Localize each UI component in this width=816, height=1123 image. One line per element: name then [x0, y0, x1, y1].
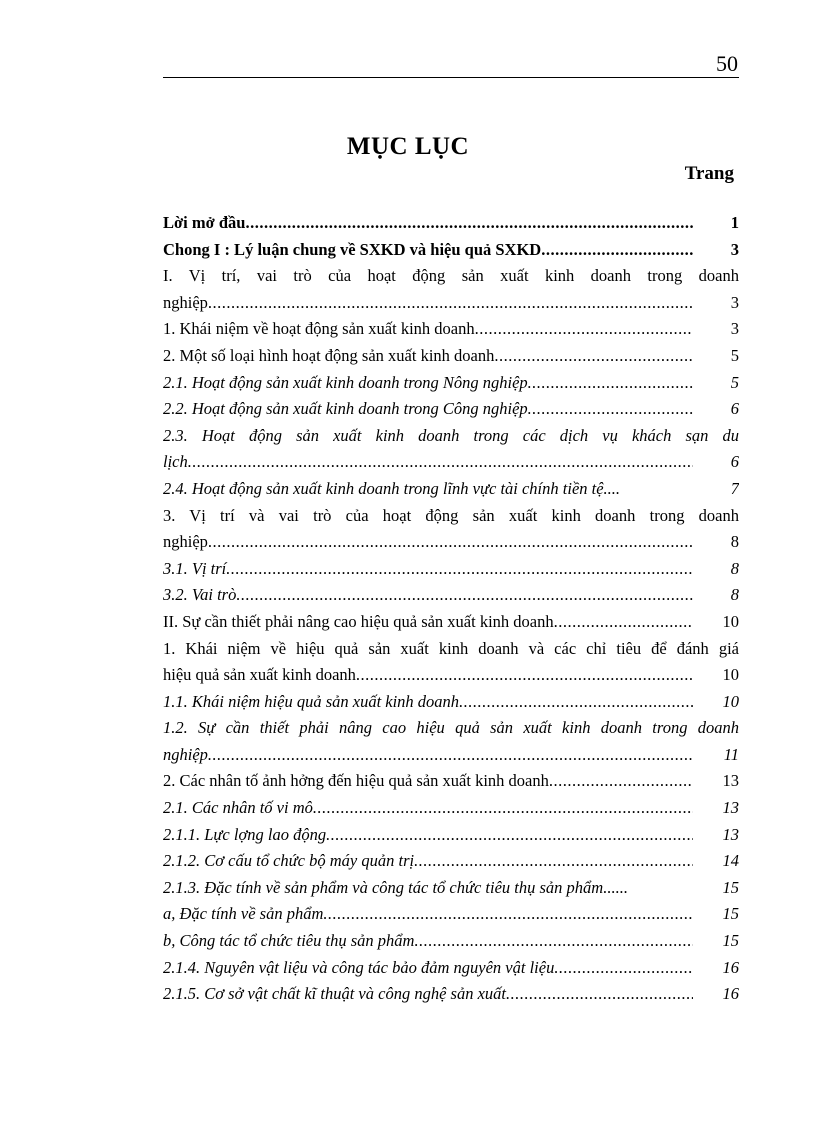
dot-leader — [541, 237, 693, 264]
toc-entry-page: 13 — [722, 798, 739, 818]
toc-entry[interactable] — [163, 901, 739, 928]
dot-leader — [323, 901, 693, 928]
page-column-label: Trang — [684, 163, 734, 184]
header-rule — [163, 77, 739, 78]
toc-entry-page: 3 — [730, 319, 739, 339]
dot-leader — [326, 822, 693, 849]
dot-leader — [245, 210, 693, 237]
toc-entry-page: 10 — [722, 665, 739, 685]
dot-leader — [208, 290, 693, 317]
toc-entry-page: 15 — [722, 931, 739, 951]
dot-leader — [414, 928, 693, 955]
toc-entry-page: 8 — [730, 558, 739, 578]
toc-entry-page: 6 — [730, 399, 739, 419]
toc-entry-page: 1 — [730, 213, 739, 232]
toc-entry[interactable] — [163, 822, 739, 849]
toc-entry[interactable] — [163, 768, 739, 795]
toc-entry-text: Lời mở đầu — [163, 213, 246, 232]
toc-entry-text: nghiệp — [163, 532, 208, 552]
dot-leader — [236, 582, 693, 609]
toc-entry[interactable] — [163, 476, 739, 503]
dot-leader — [554, 609, 693, 636]
table-of-contents — [163, 210, 739, 1008]
toc-entry-text: hiệu quả sản xuất kinh doanh — [163, 665, 356, 685]
toc-entry[interactable] — [163, 636, 739, 689]
toc-entry[interactable] — [163, 715, 739, 768]
toc-entry[interactable] — [163, 981, 739, 1008]
toc-entry-page: 13 — [722, 824, 739, 844]
toc-entry-lead: 2.3. Hoạt động sản xuất kinh doanh trong các dịch vụ khách sạn du — [163, 425, 739, 445]
toc-entry-lead: I. Vị trí, vai trò của hoạt động sản xuất kinh doanh trong doanh — [163, 266, 739, 286]
toc-entry-text: nghiệp — [163, 744, 208, 764]
toc-entry-page: 3 — [730, 292, 739, 312]
toc-entry-text: 1.1. Khái niệm hiệu quả sản xuất kinh doanh — [163, 691, 460, 711]
toc-entry[interactable] — [163, 955, 739, 982]
toc-entry[interactable] — [163, 582, 739, 609]
dot-leader — [208, 742, 693, 769]
toc-entry-page: 5 — [730, 372, 739, 392]
toc-entry-text: b, Công tác tổ chức tiêu thụ sản phẩm — [163, 931, 415, 951]
toc-entry-text: Chong I : Lý luận chung về SXKD và hiệu quả SXKD — [163, 239, 542, 259]
toc-entry[interactable] — [163, 875, 739, 902]
dot-leader — [506, 981, 693, 1008]
toc-entry-page: 7 — [730, 478, 739, 498]
dot-leader — [528, 396, 693, 423]
toc-entry[interactable] — [163, 263, 739, 316]
dot-leader — [226, 556, 693, 583]
dot-leader — [414, 848, 693, 875]
toc-entry-text: 2.1.3. Đặc tính về sản phẩm và công tác tổ chức tiêu thụ sản phẩm...... — [163, 877, 628, 897]
toc-entry[interactable] — [163, 343, 739, 370]
toc-entry[interactable] — [163, 316, 739, 343]
dot-leader — [549, 768, 693, 795]
toc-entry[interactable] — [163, 928, 739, 955]
toc-entry-text: 2.1.4. Nguyên vật liệu và công tác bảo đảm nguyên vật liệu — [163, 957, 555, 977]
dot-leader — [459, 689, 693, 716]
toc-entry-page: 5 — [730, 345, 739, 365]
toc-entry[interactable] — [163, 210, 739, 237]
page-title: MỤC LỤC — [346, 133, 470, 160]
toc-entry[interactable] — [163, 423, 739, 476]
toc-entry-page: 15 — [722, 904, 739, 924]
toc-entry-text: 2. Một số loại hình hoạt động sản xuất kinh doanh — [163, 345, 495, 365]
toc-entry[interactable] — [163, 609, 739, 636]
toc-entry-text: II. Sự cần thiết phải nâng cao hiệu quả sản xuất kinh doanh — [163, 611, 554, 631]
page-number: 50 — [716, 51, 738, 76]
dot-leader — [356, 662, 693, 689]
dot-leader — [313, 795, 693, 822]
toc-entry-page: 10 — [722, 611, 739, 631]
dot-leader — [494, 343, 693, 370]
toc-entry-page: 6 — [730, 452, 739, 472]
toc-entry-page: 8 — [730, 585, 739, 605]
toc-entry-lead: 3. Vị trí và vai trò của hoạt động sản xuất kinh doanh trong doanh — [163, 505, 739, 525]
toc-entry-text: a, Đặc tính về sản phẩm — [163, 904, 324, 924]
toc-entry-page: 14 — [722, 851, 739, 871]
dot-leader — [475, 316, 693, 343]
toc-entry-lead: 1.2. Sự cần thiết phải nâng cao hiệu quả sản xuất kinh doanh trong doanh — [163, 718, 739, 738]
toc-entry-page: 13 — [722, 771, 739, 791]
toc-entry-text: 3.1. Vị trí — [163, 558, 227, 578]
toc-entry-text: nghiệp — [163, 292, 208, 312]
toc-entry[interactable] — [163, 556, 739, 583]
toc-entry[interactable] — [163, 795, 739, 822]
dot-leader — [208, 529, 693, 556]
dot-leader — [528, 370, 693, 397]
toc-entry-page: 11 — [723, 744, 739, 764]
toc-entry[interactable] — [163, 503, 739, 556]
toc-entry-text: 1. Khái niệm về hoạt động sản xuất kinh doanh — [163, 319, 475, 339]
toc-entry[interactable] — [163, 689, 739, 716]
toc-entry-text: 2.1. Các nhân tố vi mô — [163, 798, 313, 818]
toc-entry-page: 16 — [722, 957, 739, 977]
toc-entry-text: 2. Các nhân tố ảnh hởng đến hiệu quả sản xuất kinh doanh — [163, 771, 549, 791]
toc-entry-page: 16 — [722, 984, 739, 1004]
toc-entry[interactable] — [163, 237, 739, 264]
toc-entry[interactable] — [163, 848, 739, 875]
toc-entry-text: 2.1.1. Lực lợng lao động — [163, 824, 327, 844]
toc-entry-page: 10 — [722, 691, 739, 711]
toc-entry-text: 2.2. Hoạt động sản xuất kinh doanh trong Công nghiệp — [163, 399, 528, 419]
toc-entry-lead: 1. Khái niệm về hiệu quả sản xuất kinh doanh và các chỉ tiêu để đánh giá — [163, 638, 739, 658]
toc-entry-text: 2.4. Hoạt động sản xuất kinh doanh trong lĩnh vực tài chính tiền tệ.... — [163, 478, 621, 498]
toc-entry-page: 3 — [730, 239, 739, 259]
toc-entry-text: 2.1. Hoạt động sản xuất kinh doanh trong Nông nghiệp — [163, 372, 528, 392]
dot-leader — [554, 955, 693, 982]
dot-leader — [188, 449, 693, 476]
toc-entry-page: 8 — [730, 532, 739, 552]
toc-entry-text: 3.2. Vai trò — [163, 585, 237, 605]
toc-entry-text: lịch — [163, 452, 188, 472]
toc-entry-text: 2.1.5. Cơ sở vật chất kĩ thuật và công nghệ sản xuất — [163, 984, 506, 1004]
toc-entry-text: 2.1.2. Cơ cấu tổ chức bộ máy quản trị — [163, 851, 415, 871]
toc-entry[interactable] — [163, 396, 739, 423]
toc-entry-page: 15 — [722, 877, 739, 897]
toc-entry[interactable] — [163, 370, 739, 397]
